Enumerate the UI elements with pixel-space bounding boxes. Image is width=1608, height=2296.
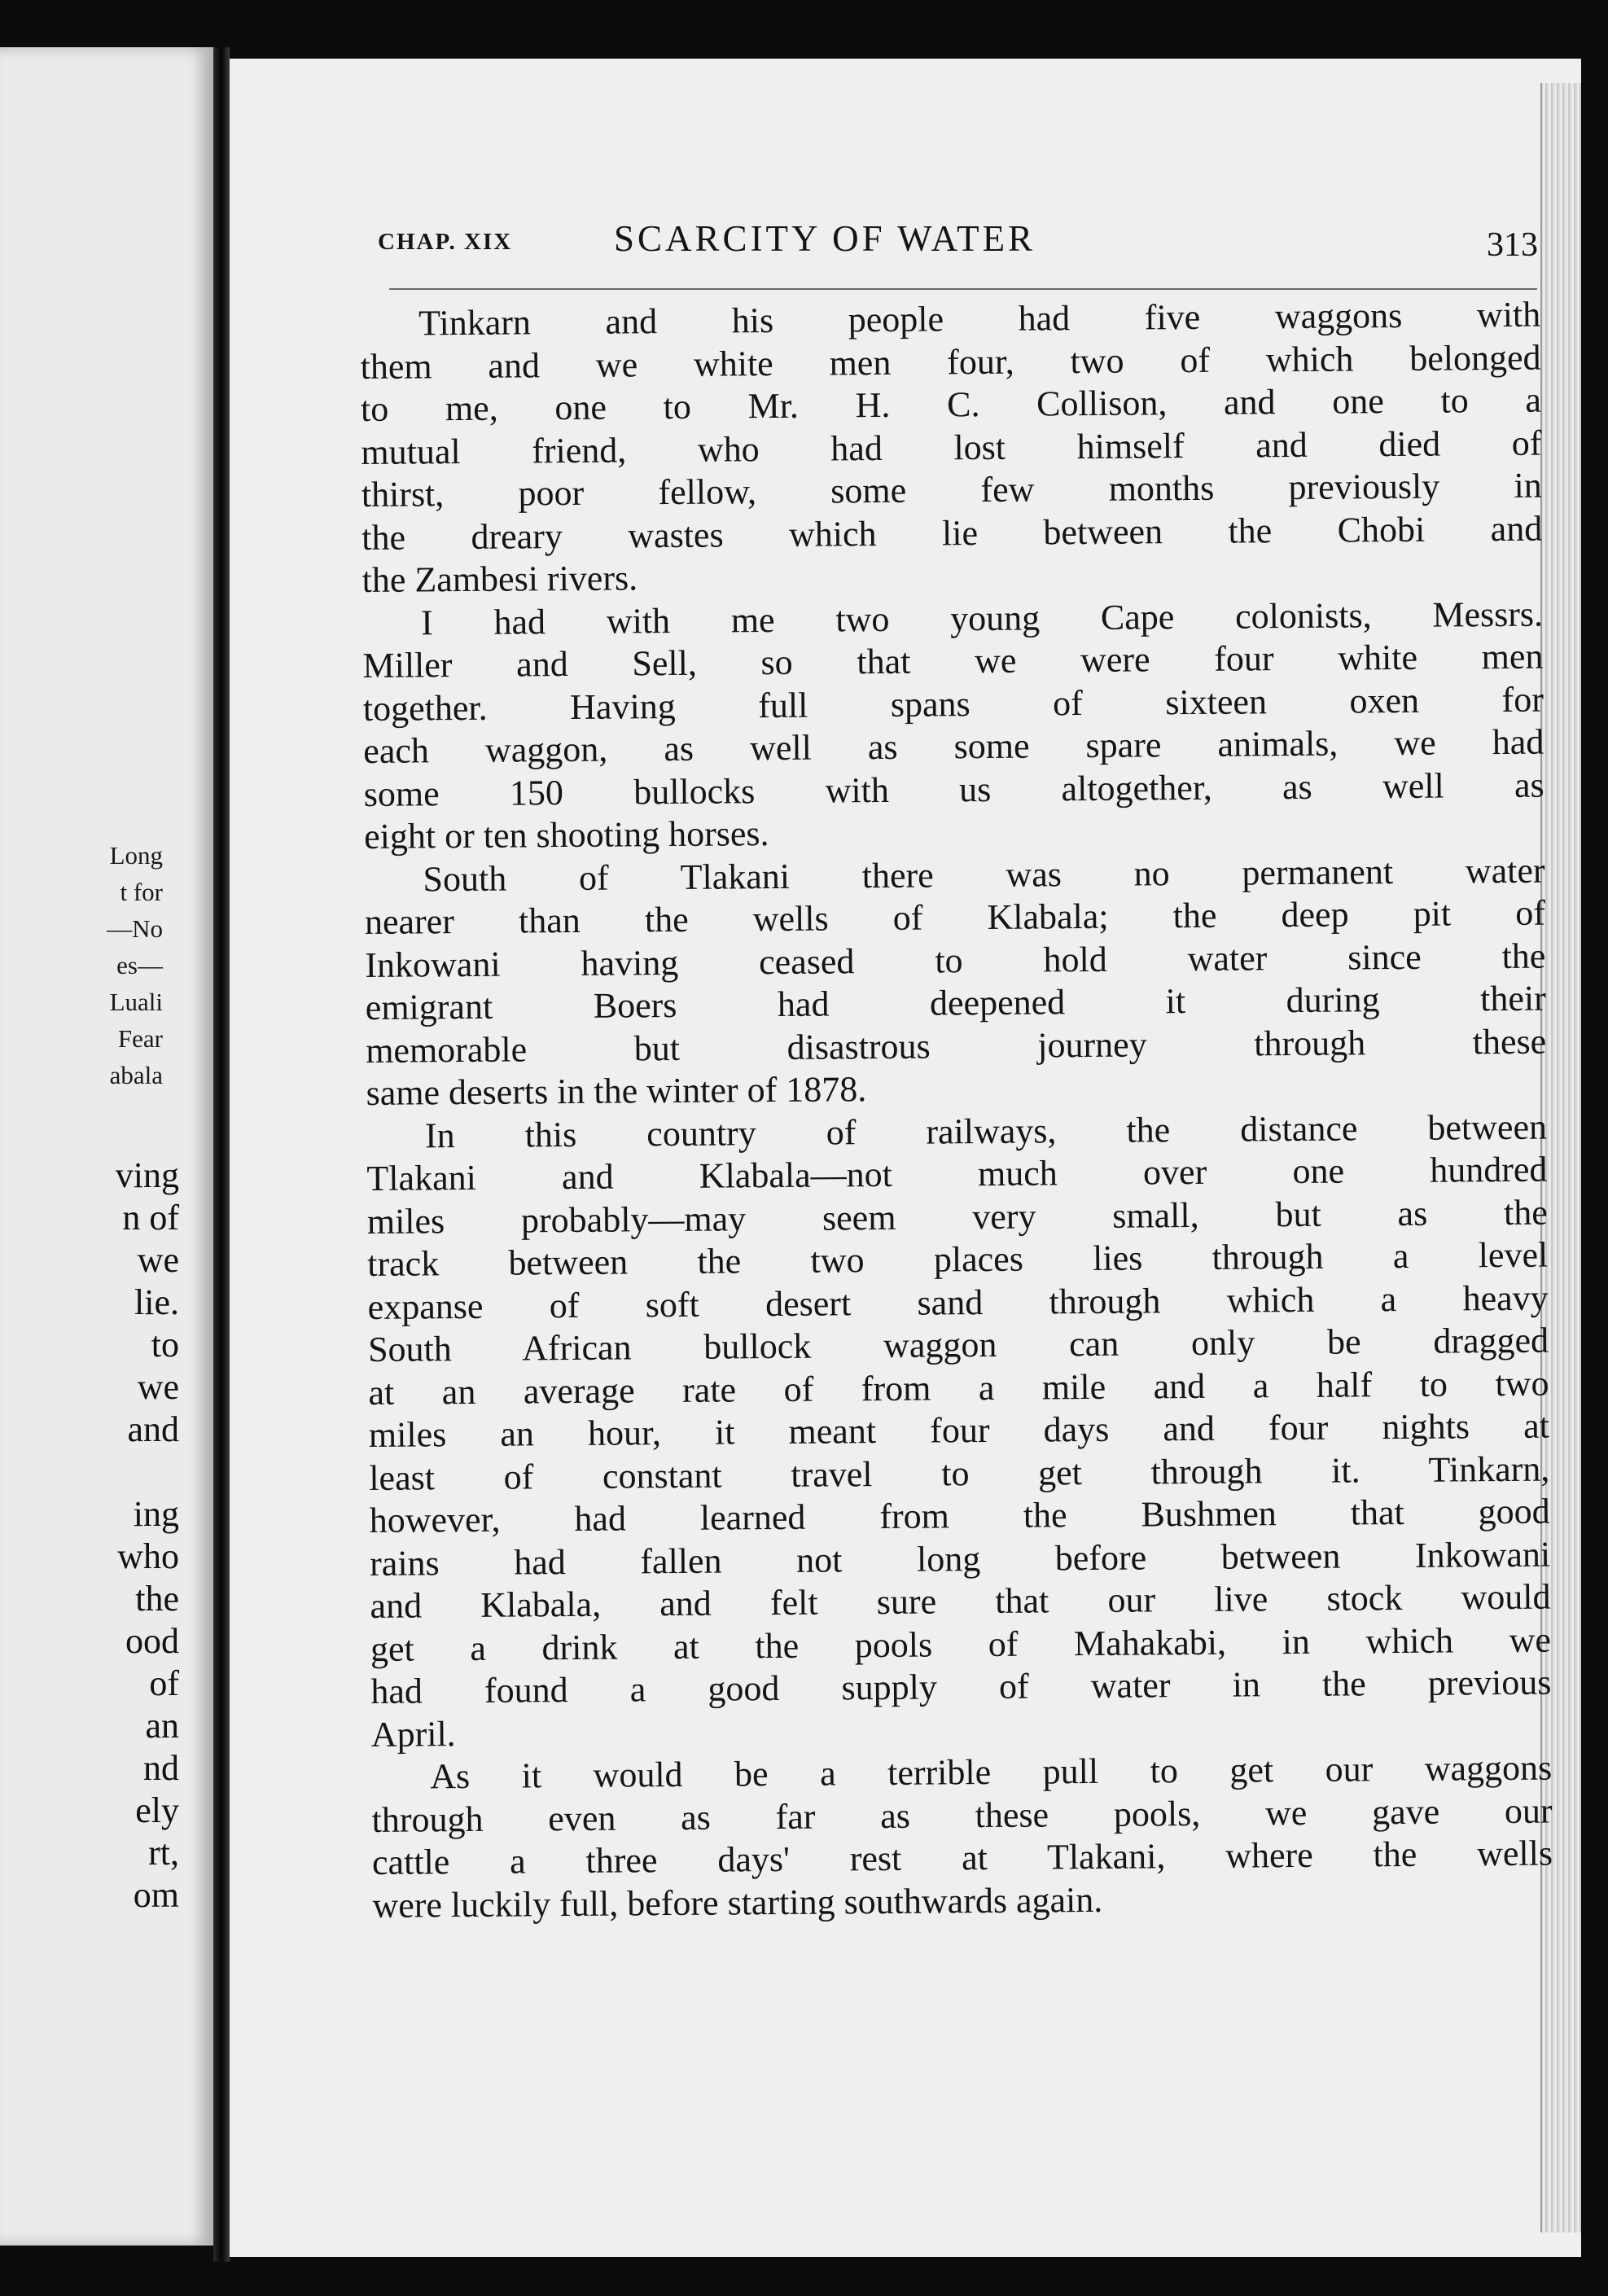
margin-note-line: abala: [109, 1061, 163, 1089]
text-line: were luckily full, before starting southwards again.: [372, 1879, 1103, 1926]
page-right: [230, 59, 1581, 2257]
left-fragment-line: to: [151, 1325, 179, 1365]
page-number: 313: [1487, 226, 1538, 264]
chapter-label: CHAP. XIX: [378, 229, 513, 255]
text-line: the dreary wastes which lie between the Chobi and: [361, 508, 1543, 558]
left-fragment-line: ving: [115, 1155, 179, 1195]
text-line: In this country of railways, the distance between: [424, 1106, 1548, 1155]
text-line: thirst, poor fellow, some few months previously in: [361, 465, 1542, 515]
margin-note-line: es—: [116, 951, 163, 979]
margin-note-line: t for: [120, 878, 163, 906]
left-fragment-line: an: [145, 1706, 179, 1746]
text-line: Miller and Sell, so that we were four white men: [362, 636, 1544, 686]
text-line: As it would be a terrible pull to get our waggons: [430, 1747, 1553, 1797]
text-line: Tinkarn and his people had five waggons with: [418, 294, 1541, 344]
text-line: Inkowani having ceased to hold water since the: [365, 935, 1546, 985]
running-header: [378, 217, 1538, 266]
text-line: April.: [370, 1713, 456, 1755]
margin-note-line: Long: [109, 841, 163, 870]
margin-note-line: Luali: [109, 988, 163, 1016]
text-line: South of Tlakani there was no permanent water: [423, 850, 1545, 899]
text-line: expanse of soft desert sand through which a heavy: [367, 1277, 1549, 1327]
text-line: and Klabala, and felt sure that our live stock would: [370, 1576, 1551, 1626]
body-text: [360, 294, 1553, 1927]
margin-note-line: —No: [107, 914, 163, 943]
book-gutter: [213, 47, 230, 2262]
text-line: eight or ten shooting horses.: [363, 813, 769, 857]
text-line: I had with me two young Cape colonists, Messrs.: [420, 594, 1544, 642]
left-fragment-line: lie.: [134, 1282, 179, 1322]
text-line: them and we white men four, two of which belonged: [360, 337, 1541, 387]
text-line: nearer than the wells of Klabala; the deep pit of: [364, 892, 1546, 942]
left-fragment-line: nd: [143, 1748, 179, 1788]
text-line: the Zambesi rivers.: [361, 558, 638, 600]
text-line: memorable but disastrous journey through these: [366, 1021, 1547, 1071]
left-fragment-line: we: [137, 1240, 179, 1280]
left-fragment-line: ing: [133, 1494, 179, 1534]
text-line: least of constant travel to get through it. Tinkarn,: [369, 1448, 1550, 1498]
text-line: rains had fallen not long before between Inkowani: [369, 1534, 1551, 1584]
text-line: emigrant Boers had deepened it during their: [365, 978, 1546, 1028]
text-line: together. Having full spans of sixteen oxen for: [362, 679, 1544, 729]
text-line: cattle a three days' rest at Tlakani, where the wells: [371, 1833, 1553, 1882]
text-line: at an average rate of from a mile and a half to two: [368, 1363, 1549, 1413]
text-line: through even as far as these pools, we gave our: [371, 1790, 1553, 1840]
left-fragment-line: of: [149, 1663, 179, 1703]
text-line: same deserts in the winter of 1878.: [366, 1069, 867, 1113]
left-fragment-line: n of: [122, 1198, 179, 1238]
left-fragment-line: the: [135, 1579, 179, 1619]
left-fragment-line: who: [117, 1536, 179, 1576]
left-page-text-fragments: [0, 1155, 179, 1917]
text-line: each waggon, as well as some spare animals, we had: [363, 721, 1544, 771]
left-fragment-line: ood: [125, 1621, 179, 1661]
left-fragment-line: ely: [135, 1790, 179, 1830]
left-fragment-line: and: [127, 1409, 179, 1449]
text-line: some 150 bullocks with us altogether, as well as: [363, 765, 1544, 814]
left-fragment-line: rt,: [148, 1833, 179, 1873]
text-line: had found a good supply of water in the previous: [370, 1662, 1552, 1711]
text-line: Tlakani and Klabala—not much over one hundred: [366, 1149, 1548, 1198]
text-line: South African bullock waggon can only be dragged: [367, 1320, 1549, 1369]
paragraph-gap: [0, 1451, 179, 1493]
header-rule: [389, 288, 1537, 290]
text-line: miles an hour, it meant four days and four nights at: [368, 1405, 1550, 1455]
text-line: miles probably—may seem very small, but as the: [366, 1192, 1549, 1242]
text-line: mutual friend, who had lost himself and died of: [361, 423, 1542, 472]
running-title: SCARCITY OF WATER: [614, 218, 1036, 259]
text-line: to me, one to Mr. H. C. Collison, and one to a: [360, 379, 1542, 429]
text-line: get a drink at the pools of Mahakabi, in which we: [370, 1619, 1552, 1669]
text-line: track between the two places lies through a level: [367, 1234, 1549, 1284]
text-line: however, had learned from the Bushmen that good: [369, 1491, 1550, 1540]
left-margin-notes: [0, 837, 163, 1093]
facing-page-left: [0, 47, 213, 2246]
left-fragment-line: om: [133, 1875, 179, 1915]
left-fragment-line: we: [137, 1367, 179, 1407]
margin-note-line: Fear: [117, 1024, 163, 1053]
